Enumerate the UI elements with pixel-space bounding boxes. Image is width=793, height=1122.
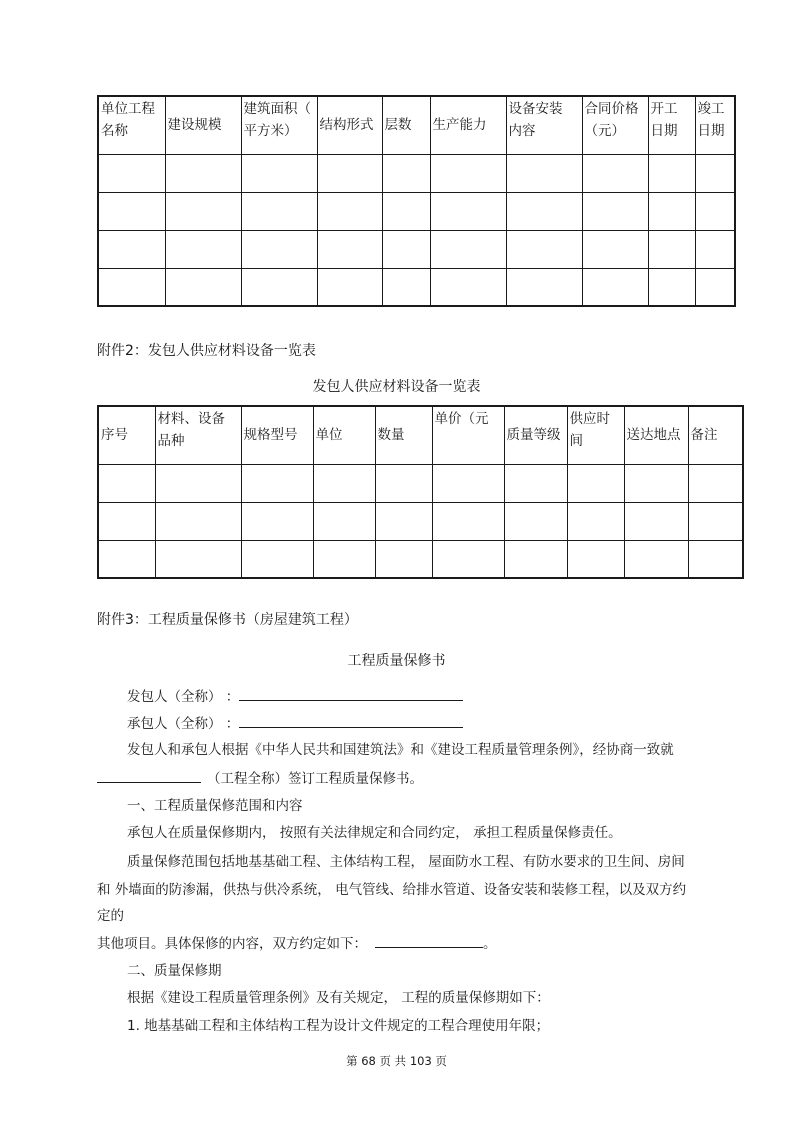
supply-materials-table-body xyxy=(98,406,743,578)
table-cell[interactable] xyxy=(504,540,567,578)
intro-line-1: 发包人和承包人根据《中华人民共和国建筑法》和《建设工程质量管理条例》，经协商一致就 xyxy=(127,742,674,758)
table-cell[interactable] xyxy=(98,192,165,230)
annex2-title: 发包人供应材料设备一览表 xyxy=(312,379,481,395)
table-cell[interactable] xyxy=(582,192,648,230)
section1-paragraph-1: 承包人在质量保修期内， 按照有关法律规定和合同约定， 承担工程质量保修责任。 xyxy=(127,825,622,841)
table-cell[interactable] xyxy=(317,230,382,268)
header-text: 质量等级 xyxy=(506,427,561,444)
table-cell[interactable] xyxy=(582,268,648,306)
section1-paragraph-3 xyxy=(97,933,497,954)
table-cell[interactable] xyxy=(504,464,567,502)
header-text: 备注 xyxy=(690,427,718,444)
employer-label: 发包人（全称） ： xyxy=(127,689,240,705)
header-text: 内容 xyxy=(508,123,536,139)
header-cell xyxy=(430,96,506,154)
table-cell[interactable] xyxy=(695,230,735,268)
employer-line xyxy=(127,686,463,707)
project-name-blank xyxy=(97,768,201,783)
table-cell[interactable] xyxy=(98,502,155,540)
table-cell[interactable] xyxy=(98,268,165,306)
header-text: 品种 xyxy=(157,433,185,449)
header-text: 开工 xyxy=(650,101,678,117)
table-cell[interactable] xyxy=(504,502,567,540)
table-cell[interactable] xyxy=(567,464,624,502)
header-cell xyxy=(688,406,743,464)
header-cell xyxy=(155,406,241,464)
section2-paragraph-1: 根据《建设工程质量管理条例》及有关规定， 工程的质量保修期如下： xyxy=(127,990,550,1006)
table-cell[interactable] xyxy=(241,464,313,502)
table-cell[interactable] xyxy=(241,154,317,192)
contractor-line xyxy=(127,713,463,734)
table-cell[interactable] xyxy=(155,540,241,578)
header-text: 结构形式 xyxy=(319,117,374,134)
header-cell xyxy=(582,96,648,154)
header-text: （元） xyxy=(584,123,625,139)
table-cell[interactable] xyxy=(432,464,504,502)
table-row xyxy=(98,540,743,578)
header-cell xyxy=(504,406,567,464)
other-items-suffix: 。 xyxy=(483,936,497,952)
table-cell[interactable] xyxy=(382,268,430,306)
header-text: 规格型号 xyxy=(243,427,298,444)
section1-paragraph-2-line-3: 定的 xyxy=(97,908,124,924)
table-cell[interactable] xyxy=(695,192,735,230)
intro-line-2 xyxy=(97,768,423,789)
table-cell[interactable] xyxy=(165,154,241,192)
unit-project-table xyxy=(97,95,736,307)
table-cell[interactable] xyxy=(98,154,165,192)
header-text: 单位 xyxy=(315,427,343,444)
table-cell[interactable] xyxy=(688,540,743,578)
table-cell[interactable] xyxy=(688,502,743,540)
table-cell[interactable] xyxy=(506,192,582,230)
table-row xyxy=(98,268,735,306)
contractor-blank xyxy=(239,713,463,728)
table-cell[interactable] xyxy=(648,230,695,268)
header-text: 送达地点 xyxy=(626,427,681,444)
table-row xyxy=(98,192,735,230)
annex2-label: 附件2：发包人供应材料设备一览表 xyxy=(97,343,316,359)
table-cell[interactable] xyxy=(624,540,688,578)
section1-paragraph-2-line-2: 和 外墙面的防渗漏，供热与供冷系统， 电气管线、给排水管道、设备安装和装修工程，以及双方约 xyxy=(97,882,687,898)
table-cell[interactable] xyxy=(375,540,432,578)
table-cell[interactable] xyxy=(430,154,506,192)
table-cell[interactable] xyxy=(432,502,504,540)
header-text: 层数 xyxy=(384,117,412,134)
header-cell xyxy=(241,96,317,154)
page-number: 第 68 页 共 103 页 xyxy=(346,1054,447,1068)
table-cell[interactable] xyxy=(241,230,317,268)
table-cell[interactable] xyxy=(165,230,241,268)
table-cell[interactable] xyxy=(382,230,430,268)
table-cell[interactable] xyxy=(430,192,506,230)
header-cell xyxy=(624,406,688,464)
table-cell[interactable] xyxy=(567,540,624,578)
header-text: 名称 xyxy=(101,123,128,139)
header-cell xyxy=(695,96,735,154)
table-cell[interactable] xyxy=(688,464,743,502)
header-cell xyxy=(648,96,695,154)
header-text: 供应时 xyxy=(569,411,610,427)
header-cell xyxy=(98,96,165,154)
table-cell[interactable] xyxy=(165,268,241,306)
table-cell[interactable] xyxy=(241,540,313,578)
table-cell[interactable] xyxy=(648,192,695,230)
table-cell[interactable] xyxy=(567,502,624,540)
header-cell xyxy=(382,96,430,154)
table-row xyxy=(98,154,735,192)
header-cell xyxy=(375,406,432,464)
supply-materials-table xyxy=(97,405,744,579)
header-text: 间 xyxy=(569,433,583,449)
table-cell[interactable] xyxy=(317,268,382,306)
table-cell[interactable] xyxy=(317,154,382,192)
header-cell xyxy=(98,406,155,464)
table-cell[interactable] xyxy=(582,154,648,192)
table-cell[interactable] xyxy=(375,502,432,540)
header-text: 单位工程 xyxy=(101,101,155,117)
contractor-label: 承包人（全称） ： xyxy=(127,716,240,732)
annex3-label: 附件3：工程质量保修书（房屋建筑工程） xyxy=(97,612,358,628)
header-text: 单价（元 xyxy=(434,411,489,427)
warranty-title: 工程质量保修书 xyxy=(347,653,446,669)
section1-heading: 一、工程质量保修范围和内容 xyxy=(127,798,303,814)
table-cell[interactable] xyxy=(313,540,375,578)
section2-item-1: 1. 地基基础工程和主体结构工程为设计文件规定的工程合理使用年限； xyxy=(127,1018,550,1034)
header-text: 日期 xyxy=(697,123,725,139)
table-cell[interactable] xyxy=(506,230,582,268)
header-text: 建设规模 xyxy=(167,117,222,134)
table-cell[interactable] xyxy=(382,154,430,192)
agreed-content-blank xyxy=(375,933,483,948)
table-cell[interactable] xyxy=(648,268,695,306)
header-text: 竣工 xyxy=(697,101,725,117)
table-cell[interactable] xyxy=(98,540,155,578)
header-text: 生产能力 xyxy=(432,117,487,134)
header-cell xyxy=(506,96,582,154)
table-cell[interactable] xyxy=(506,154,582,192)
table-cell[interactable] xyxy=(382,192,430,230)
table-cell[interactable] xyxy=(695,154,735,192)
table-row xyxy=(98,230,735,268)
header-text: 数量 xyxy=(377,427,405,444)
table-cell[interactable] xyxy=(313,464,375,502)
table-cell[interactable] xyxy=(241,192,317,230)
intro-line-2-text: （工程全称）签订工程质量保修书。 xyxy=(207,771,423,787)
header-text: 日期 xyxy=(650,123,678,139)
header-cell xyxy=(567,406,624,464)
table-cell[interactable] xyxy=(317,192,382,230)
table-cell[interactable] xyxy=(432,540,504,578)
header-text: 建筑面积（ xyxy=(243,101,311,117)
header-cell xyxy=(313,406,375,464)
table-cell[interactable] xyxy=(313,502,375,540)
header-cell xyxy=(432,406,504,464)
table-cell[interactable] xyxy=(624,502,688,540)
table-cell[interactable] xyxy=(241,502,313,540)
table-cell[interactable] xyxy=(165,192,241,230)
table-cell[interactable] xyxy=(430,268,506,306)
table-cell[interactable] xyxy=(155,464,241,502)
header-row xyxy=(98,96,735,154)
table-cell[interactable] xyxy=(155,502,241,540)
table-cell[interactable] xyxy=(624,464,688,502)
table-cell[interactable] xyxy=(695,268,735,306)
header-text: 合同价格 xyxy=(584,101,639,117)
header-text: 平方米） xyxy=(243,123,298,139)
table-cell[interactable] xyxy=(98,464,155,502)
table-cell[interactable] xyxy=(648,154,695,192)
table-cell[interactable] xyxy=(98,230,165,268)
header-row xyxy=(98,406,743,464)
header-text: 材料、设备 xyxy=(157,411,225,427)
header-text: 设备安装 xyxy=(508,101,563,117)
table-cell[interactable] xyxy=(582,230,648,268)
header-cell xyxy=(165,96,241,154)
employer-blank xyxy=(239,686,463,701)
other-items-text: 其他项目。具体保修的内容，双方约定如下： xyxy=(97,936,367,952)
table-row xyxy=(98,464,743,502)
table-cell[interactable] xyxy=(506,268,582,306)
header-text: 序号 xyxy=(101,427,128,444)
table-cell[interactable] xyxy=(430,230,506,268)
table-cell[interactable] xyxy=(241,268,317,306)
header-cell xyxy=(241,406,313,464)
section1-paragraph-2-line-1: 质量保修范围包括地基基础工程、主体结构工程， 屋面防水工程、有防水要求的卫生间、房间 xyxy=(127,854,685,870)
unit-project-table-body xyxy=(98,96,735,306)
table-row xyxy=(98,502,743,540)
section2-heading: 二、质量保修期 xyxy=(127,963,222,979)
table-cell[interactable] xyxy=(375,464,432,502)
header-cell xyxy=(317,96,382,154)
